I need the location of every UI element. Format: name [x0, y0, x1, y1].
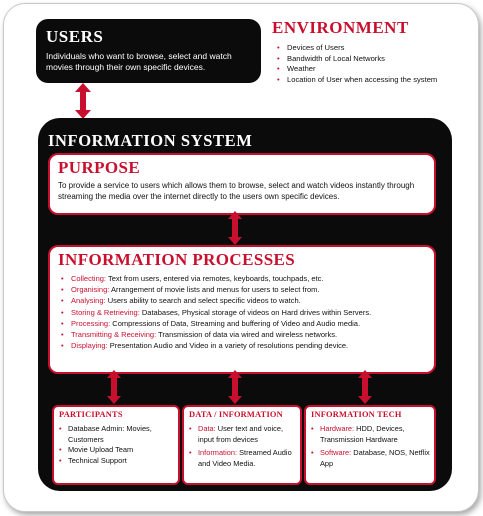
process-item — [60, 273, 432, 284]
participant-item: • Technical Support — [58, 456, 170, 467]
data-information-item — [188, 448, 296, 469]
process-item — [60, 295, 432, 306]
information-tech-item — [310, 424, 430, 445]
data-information-item — [188, 424, 296, 445]
information-tech-box — [304, 405, 436, 485]
process-participants-arrow — [107, 370, 121, 404]
process-key: Storing & Retrieving: — [71, 307, 140, 317]
information-processes-box — [48, 245, 436, 374]
information-tech-text: HDD, Devices, Transmission Hardware — [320, 424, 405, 444]
process-text: Compressions of Data, Streaming and buffering of Video and Audio media. — [110, 318, 361, 328]
process-item — [60, 340, 432, 351]
participant-item: • Database Admin: Movies, Customers — [58, 424, 170, 445]
process-key: Organising: — [71, 285, 110, 295]
environment-item: • Weather — [276, 64, 466, 75]
users-title: USERS — [46, 27, 104, 46]
process-tech-arrow — [358, 370, 372, 404]
purpose-box — [48, 153, 436, 215]
process-text: Arrangement of movie lists and menus for users to select from. — [109, 285, 320, 295]
data-information-key: Data: — [198, 424, 216, 433]
users-box — [36, 19, 261, 83]
data-information-text: Streamed Audio and Video Media. — [198, 448, 292, 468]
participants-title: PARTICIPANTS — [59, 410, 123, 419]
purpose-title: PURPOSE — [58, 158, 141, 177]
data-information-title: DATA / INFORMATION — [189, 410, 283, 419]
data-information-list — [188, 424, 296, 469]
information-tech-text: Database, NOS, Netflix App — [320, 448, 430, 468]
process-list — [60, 273, 432, 351]
information-tech-title: INFORMATION TECH — [311, 410, 402, 419]
process-text: Transmission of data via wired and wireless networks. — [156, 330, 338, 340]
environment-item: • Devices of Users — [276, 43, 466, 54]
data-information-box — [182, 405, 302, 485]
information-tech-key: Software: — [320, 448, 352, 458]
information-tech-item — [310, 448, 430, 469]
purpose-process-arrow — [228, 211, 242, 245]
participants-list — [58, 424, 170, 466]
process-item — [60, 284, 432, 295]
process-key: Collecting: — [71, 274, 107, 283]
process-key: Processing: — [71, 318, 111, 328]
information-processes-title: INFORMATION PROCESSES — [58, 250, 296, 269]
data-information-key: Information: — [198, 448, 238, 458]
process-text: Databases, Physical storage of videos on Hard drives within Servers. — [139, 307, 372, 317]
process-key: Analysing: — [71, 296, 106, 306]
participant-item: • Movie Upload Team — [58, 445, 170, 456]
process-text: Text from users, entered via remotes, keyboards, touchpads, etc. — [106, 274, 324, 283]
purpose-text: To provide a service to users which allows them to browse, select and watch videos instantly through streaming the media over the internet directly to the users own specific devices. — [58, 181, 415, 201]
environment-title: ENVIRONMENT — [272, 18, 409, 37]
process-text: Users ability to search and select specific videos to watch. — [105, 296, 301, 306]
process-key: Displaying: — [71, 341, 108, 351]
users-system-arrow — [74, 83, 92, 119]
information-system-title: INFORMATION SYSTEM — [48, 131, 253, 150]
data-information-text: User text and voice, input from devices — [198, 424, 284, 444]
participants-box — [52, 405, 180, 485]
process-item — [60, 307, 432, 318]
process-key: Transmitting & Receiving: — [71, 330, 157, 340]
users-description: Individuals who want to browse, select and watch movies through their own specific devices. — [46, 51, 232, 72]
process-item — [60, 318, 432, 329]
process-text: Presentation Audio and Video in a variety of resolutions pending device. — [107, 341, 349, 351]
environment-item: • Location of User when accessing the system — [276, 75, 466, 86]
information-tech-key: Hardware: — [320, 424, 355, 433]
environment-item: • Bandwidth of Local Networks — [276, 54, 466, 65]
process-data-arrow — [228, 370, 242, 404]
process-item — [60, 329, 432, 340]
environment-list — [276, 43, 466, 85]
information-tech-list — [310, 424, 430, 469]
